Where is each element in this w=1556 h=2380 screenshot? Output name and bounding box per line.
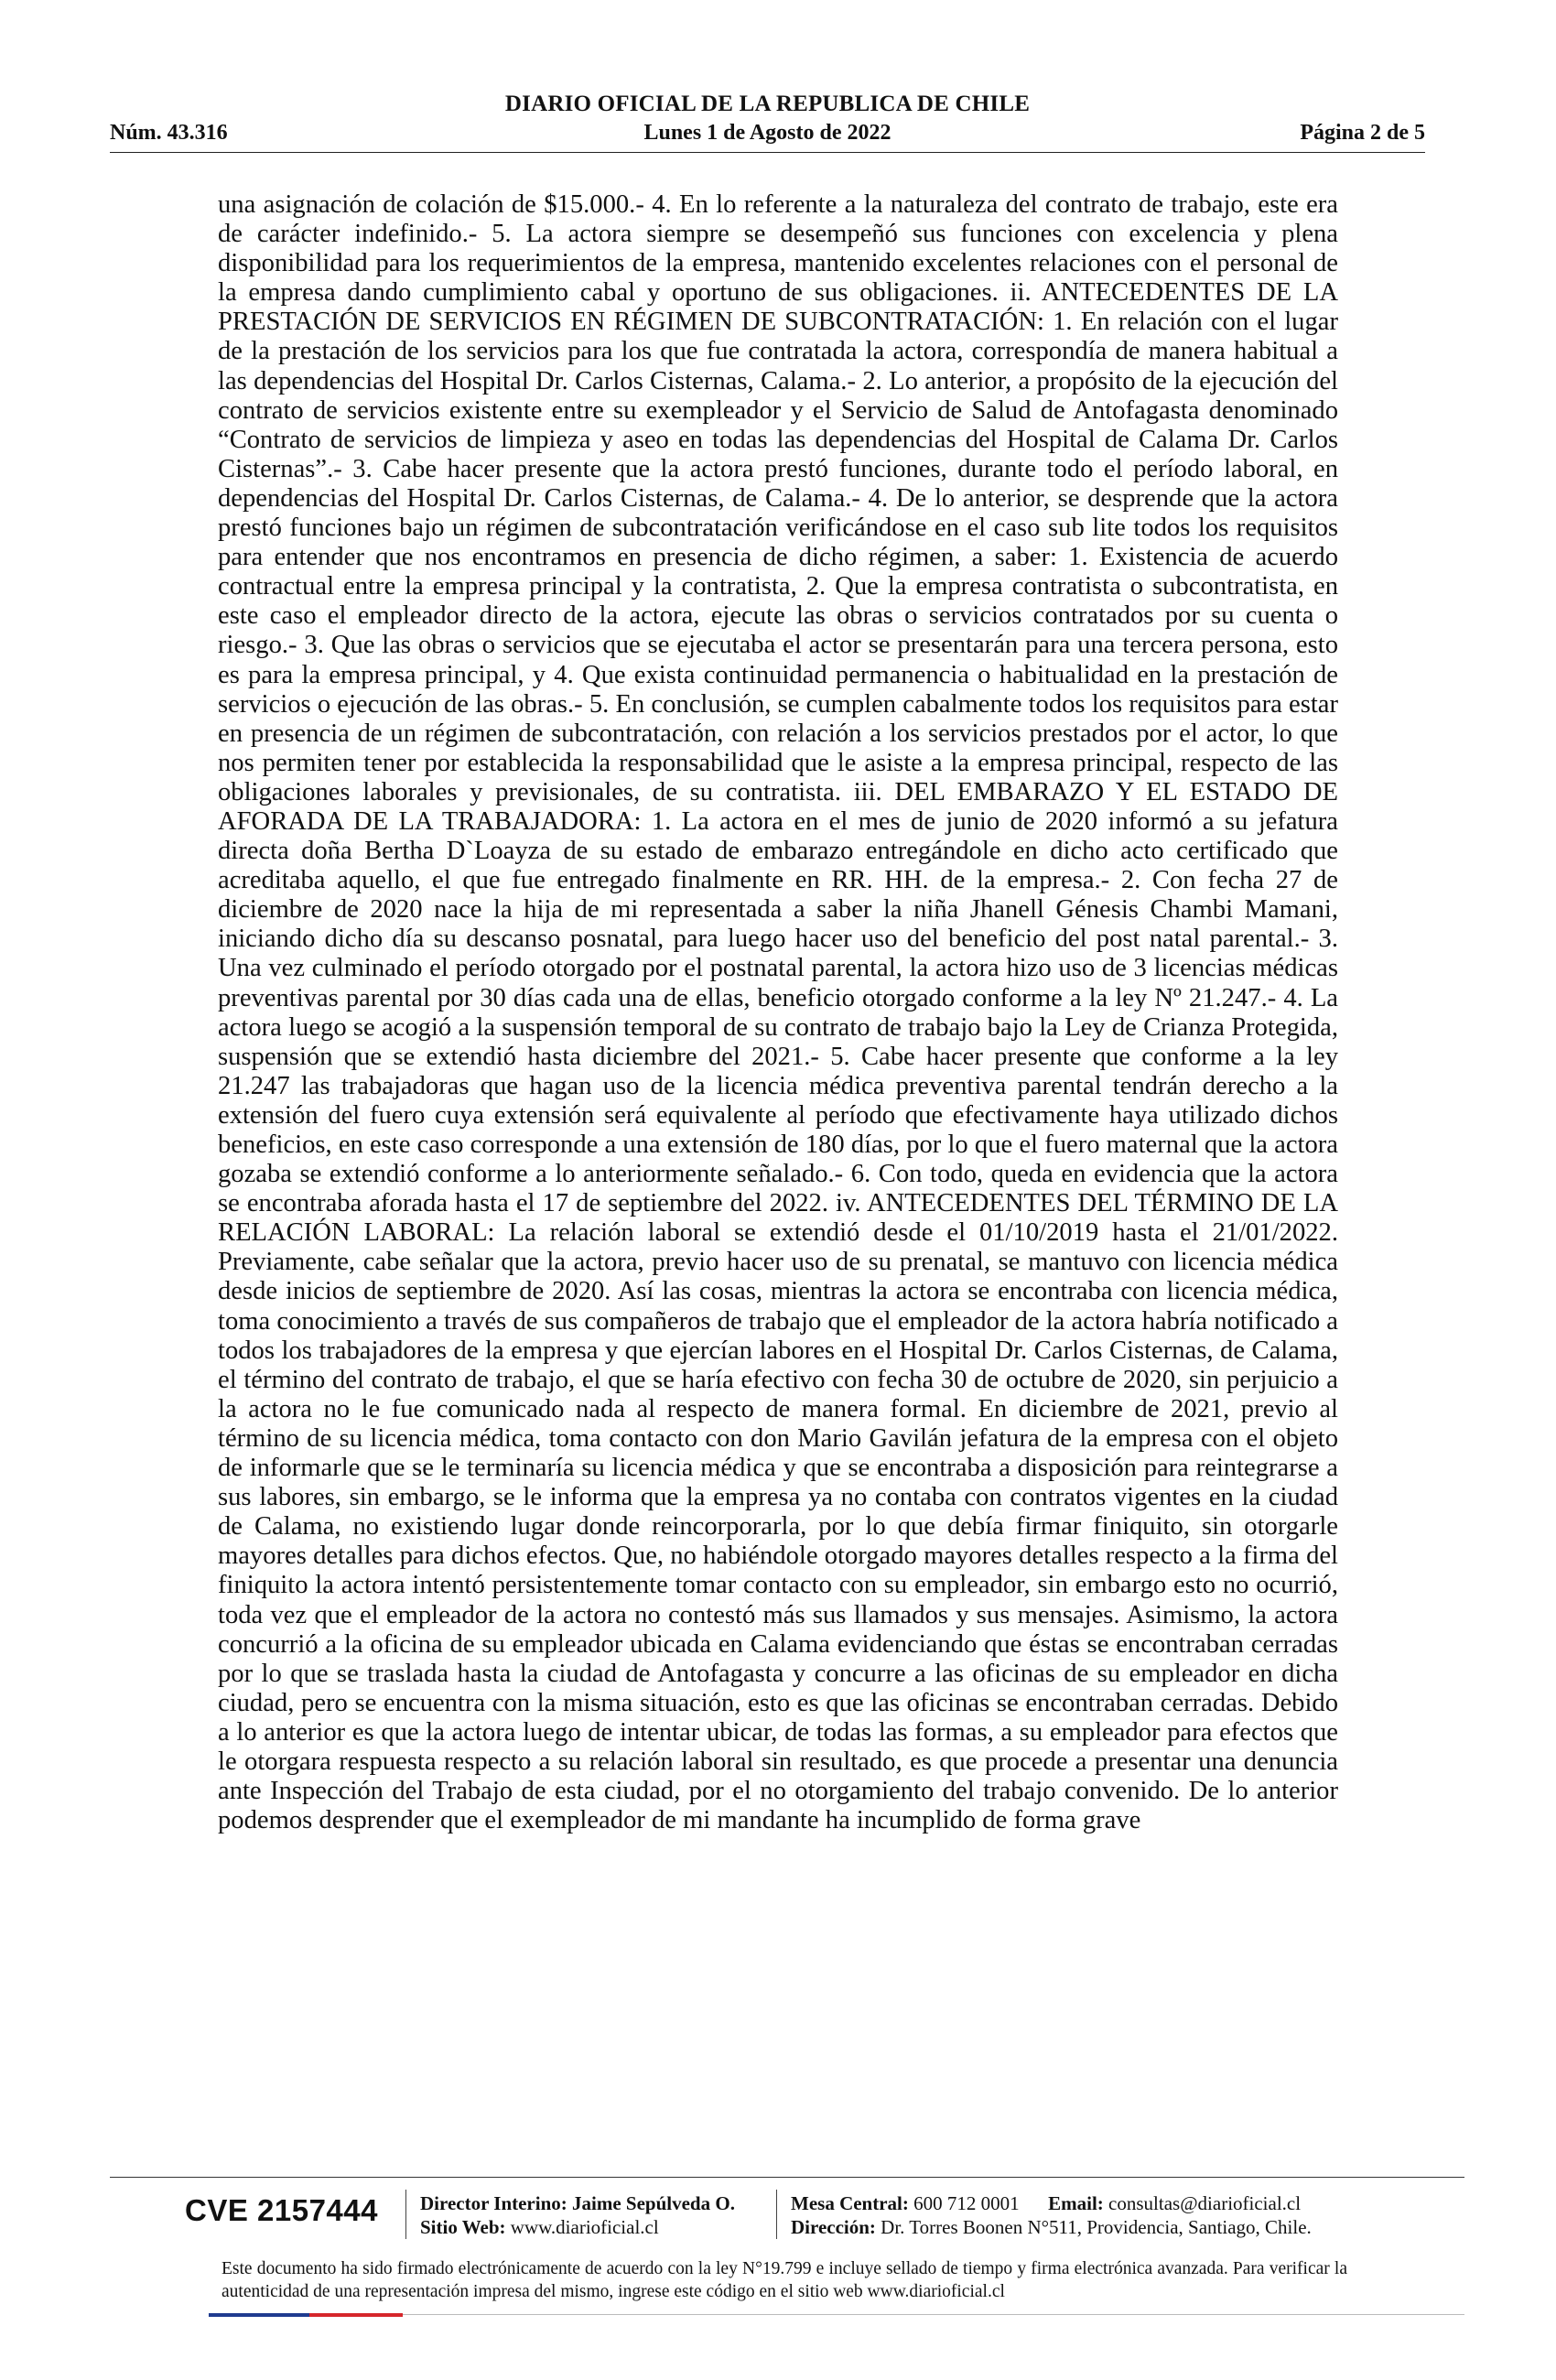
footer-divider [110, 2177, 1464, 2178]
email-label: Email: [1048, 2192, 1104, 2214]
page-header [110, 92, 1425, 148]
flag-stripe [209, 2313, 403, 2317]
flag-red-segment [309, 2313, 403, 2317]
director-name: Jaime Sepúlveda O. [572, 2192, 735, 2214]
flag-blue-segment [209, 2313, 309, 2317]
issue-date: Lunes 1 de Agosto de 2022 [643, 121, 891, 145]
body-paragraph: una asignación de colación de $15.000.- 4. En lo referente a la naturaleza del contrato de trabajo, este era de carácter indefinido.- 5. La actora siempre se desempeñó sus funciones con excelencia y plena disponibilidad para los requerimientos de la empresa, mantenido excelentes relaciones con el personal de la empresa dando cumplimiento cabal y oportuno de sus obligaciones. ii. ANTECEDENTES DE LA PRESTACIÓN DE SERVICIOS EN RÉGIMEN DE SUBCONTRATACIÓN: 1. En relación con el lugar de la prestación de los servicios para los que fue contratada la actora, correspondía de manera habitual a las dependencias del Hospital Dr. Carlos Cisternas, Calama.- 2. Lo anterior, a propósito de la ejecución del contrato de servicios existente entre su exempleador y el Servicio de Salud de Antofagasta denominado “Contrato de servicios de limpieza y aseo en todas las dependencias del Hospital de Calama Dr. Carlos Cisternas”.- 3. Cabe hacer presente que la actora prestó funciones, durante todo el período laboral, en dependencias del Hospital Dr. Carlos Cisternas, de Calama.- 4. De lo anterior, se desprende que la actora prestó funciones bajo un régimen de subcontratación verificándose en el caso sub lite todos los requisitos para entender que nos encontramos en presencia de dicho régimen, a saber: 1. Existencia de acuerdo contractual entre la empresa principal y la contratista, 2. Que la empresa contratista o subcontratista, en este caso el empleador directo de la actora, ejecute las obras o servicios contratados por su cuenta o riesgo.- 3. Que las obras o servicios que se ejecutaba el actor se presentarán para una tercera persona, esto es para la empresa principal, y 4. Que exista continuidad permanencia o habitualidad en la prestación de servicios o ejecución de las obras.- 5. En conclusión, se cumplen cabalmente todos los requisitos para estar en presencia de un régimen de subcontratación, con relación a los servicios prestados por el actor, lo que nos permiten tener por establecida la responsabilidad que le asiste a la empresa principal, respecto de las obligaciones laborales y previsionales, de su contratista. iii. DEL EMBARAZO Y EL ESTADO DE AFORADA DE LA TRABAJADORA: 1. La actora en el mes de junio de 2020 informó a su jefatura directa doña Bertha D`Loayza de su estado de embarazo entregándole en dicho acto certificado que acreditaba aquello, el que fue entregado finalmente en RR. HH. de la empresa.- 2. Con fecha 27 de diciembre de 2020 nace la hija de mi representada a saber la niña Jhanell Génesis Chambi Mamani, iniciando dicho día su descanso posnatal, para luego hacer uso del beneficio del post natal parental.- 3. Una vez culminado el período otorgado por el postnatal parental, la actora hizo uso de 3 licencias médicas preventivas parental por 30 días cada una de ellas, beneficio otorgado conforme a la ley Nº 21.247.- 4. La actora luego se acogió a la suspensión temporal de su contrato de trabajo bajo la Ley de Crianza Protegida, suspensión que se extendió hasta diciembre del 2021.- 5. Cabe hacer presente que conforme a la ley 21.247 las trabajadoras que hagan uso de la licencia médica preventiva parental tendrán derecho a la extensión del fuero cuya extensión será equivalente al período que efectivamente haya utilizado dichos beneficios, en este caso corresponde a una extensión de 180 días, por lo que el fuero maternal que la actora gozaba se extendió conforme a lo anteriormente señalado.- 6. Con todo, queda en evidencia que la actora se encontraba aforada hasta el 17 de septiembre del 2022. iv. ANTECEDENTES DEL TÉRMINO DE LA RELACIÓN LABORAL: La relación laboral se extendió desde el 01/10/2019 hasta el 21/01/2022. Previamente, cabe señalar que la actora, previo hacer uso de su prenatal, se mantuvo con licencia médica desde inicios de septiembre de 2020. Así las cosas, mientras la actora se encontraba con licencia médica, toma conocimiento a través de sus compañeros de trabajo que el empleador de la actora habría notificado a todos los trabajadores de la empresa y que ejercían labores en el Hospital Dr. Carlos Cisternas, de Calama, el término del contrato de trabajo, el que se haría efectivo con fecha 30 de octubre de 2020, sin perjuicio a la actora no le fue comunicado nada al respecto de manera formal. En diciembre de 2021, previo al término de su licencia médica, toma contacto con don Mario Gavilán jefatura de la empresa con el objeto de informarle que se le terminaría su licencia médica y que se encontraba a disposición para reintegrarse a sus labores, sin embargo, se le informa que la empresa ya no contaba con contratos vigentes en la ciudad de Calama, no existiendo lugar donde reincorporarla, por lo que debía firmar finiquito, sin otorgarle mayores detalles para dichos efectos. Que, no habiéndole otorgado mayores detalles respecto a la firma del finiquito la actora intentó persistentemente tomar contacto con su empleador, sin embargo esto no ocurrió, toda vez que el empleador de la actora no contestó más sus llamados y sus mensajes. Asimismo, la actora concurrió a la oficina de su empleador ubicada en Calama evidenciando que éstas se encontraban cerradas por lo que se traslada hasta la ciudad de Antofagasta y concurre a las oficinas de su empleador en dicha ciudad, pero se encuentra con la misma situación, esto es que las oficinas se encontraban cerradas. Debido a lo anterior es que la actora luego de intentar ubicar, de todas las formas, a su empleador para efectos que le otorgara respuesta respecto a su relación laboral sin resultado, es que procede a presentar una denuncia ante Inspección del Trabajo de esta ciudad, por el no otorgamiento del trabajo convenido. De lo anterior podemos desprender que el exempleador de mi mandante ha incumplido de forma grave [218, 190, 1338, 1835]
page-number: Página 2 de 5 [1300, 121, 1425, 145]
address-label: Dirección: [791, 2216, 876, 2238]
web-link[interactable]: www.diarioficial.cl [510, 2216, 659, 2238]
phone-value: 600 712 0001 [913, 2192, 1020, 2214]
issue-number: Núm. 43.316 [110, 121, 228, 145]
document-body [218, 190, 1338, 1835]
footer-separator [776, 2190, 777, 2239]
signature-notice: Este documento ha sido firmado electrónicamente de acuerdo con la ley N°19.799 e incluye sellado de tiempo y firma electrónica avanzada. Para verificar la autenticidad de una representación impresa del mismo, ingrese este código en el sitio web www.diarioficial.cl [222, 2259, 1347, 2301]
publication-title: DIARIO OFICIAL DE LA REPUBLICA DE CHILE [504, 92, 1031, 116]
footer-contact-block [791, 2191, 1312, 2239]
address-value: Dr. Torres Boonen N°511, Providencia, Santiago, Chile. [881, 2216, 1312, 2238]
cve-code: CVE 2157444 [185, 2193, 378, 2227]
header-divider [110, 152, 1425, 153]
footer-separator [405, 2190, 406, 2239]
web-label: Sitio Web: [420, 2216, 506, 2238]
bottom-rule [403, 2314, 1464, 2315]
footer-director-block [420, 2191, 735, 2239]
phone-label: Mesa Central: [791, 2192, 909, 2214]
email-link[interactable]: consultas@diarioficial.cl [1108, 2192, 1302, 2214]
director-label: Director Interino: [420, 2192, 567, 2214]
